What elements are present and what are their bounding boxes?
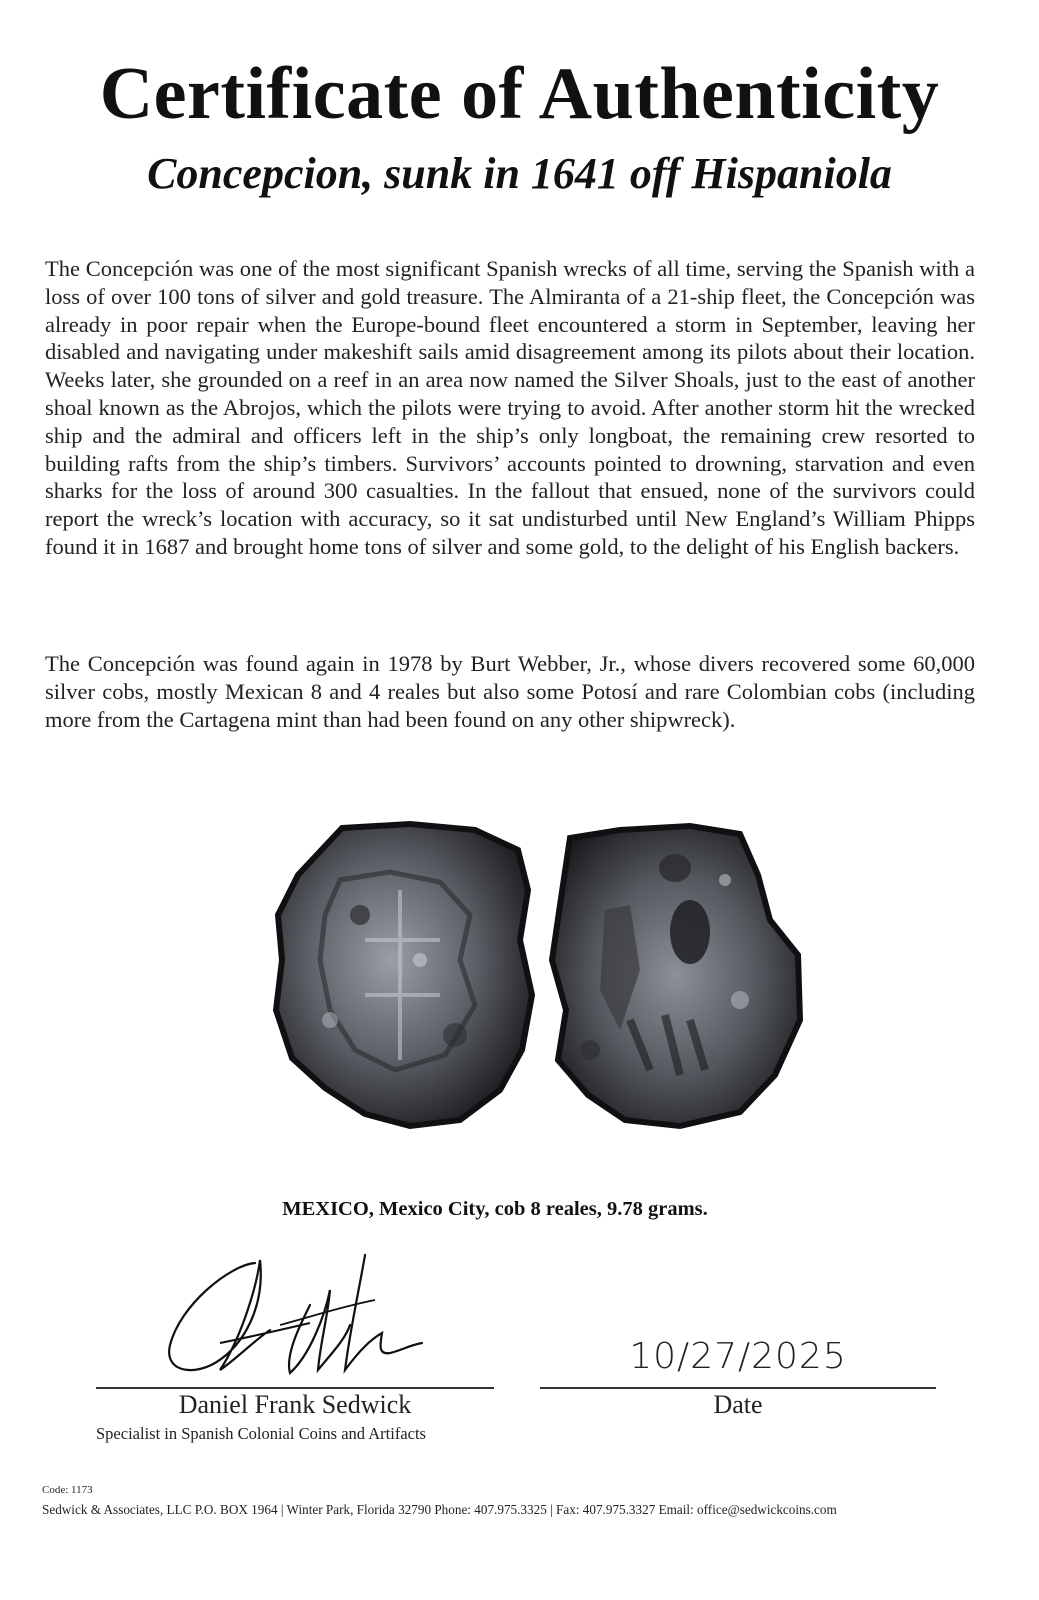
coin-photo (270, 820, 810, 1130)
date-label: Date (713, 1390, 763, 1419)
contact-footer: Sedwick & Associates, LLC P.O. BOX 1964 | Winter Park, Florida 32790 Phone: 407.975.3325 | Fax: 407.975.3327 Email: office@sedwickcoins.com (42, 1502, 837, 1517)
history-paragraph: The Concepción was one of the most significant Spanish wrecks of all time, serving the Spanish with a loss of over 100 tons of silver and gold treasure. The Almiranta of a 21-ship fleet, the Concepción was already in poor repair when the Europe-bound fleet encountered a storm in September, leaving her disabled and navigating under makeshift sails amid disagreement among its pilots about their location. Weeks later, she grounded on a reef in an area now named the Silver Shoals, just to the east of another shoal known as the Abrojos, which the pilots were trying to avoid. After another storm hit the wrecked ship and the admiral and officers left in the ship’s only longboat, the remaining crew resorted to building rafts from the ship’s timbers. Survivors’ accounts pointed to drowning, starvation and even sharks for the loss of around 300 casualties. In the fallout that ensued, none of the survivors could report the wreck’s location with accuracy, so it sat undisturbed until New England’s William Phipps found it in 1687 and brought home tons of silver and some gold, to the delight of his English backers. (45, 256, 975, 559)
signature-image (160, 1245, 430, 1385)
coin-obverse (276, 824, 532, 1126)
signature-icon (160, 1245, 430, 1385)
signature-line (96, 1387, 494, 1389)
coin-description: MEXICO, Mexico City, cob 8 reales, 9.78 grams. (282, 1198, 708, 1220)
certificate-title: Certificate of Authenticity (99, 53, 940, 135)
certificate-code: Code: 1173 (42, 1484, 93, 1496)
date-line (540, 1387, 936, 1389)
signer-title: Specialist in Spanish Colonial Coins and Artifacts (96, 1424, 426, 1443)
date-value: 10/27/2025 (629, 1336, 847, 1377)
coin-images (270, 820, 810, 1130)
certificate-subtitle: Concepcion, sunk in 1641 off Hispaniola (147, 149, 892, 198)
discovery-paragraph: The Concepción was found again in 1978 by Burt Webber, Jr., whose divers recovered some 60,000 silver cobs, mostly Mexican 8 and 4 reales but also some Potosí and rare Colombian cobs (including more from the Cartagena mint than had been found on any other shipwreck). (45, 651, 975, 732)
coin-reverse (552, 826, 800, 1126)
signer-name: Daniel Frank Sedwick (178, 1390, 412, 1419)
